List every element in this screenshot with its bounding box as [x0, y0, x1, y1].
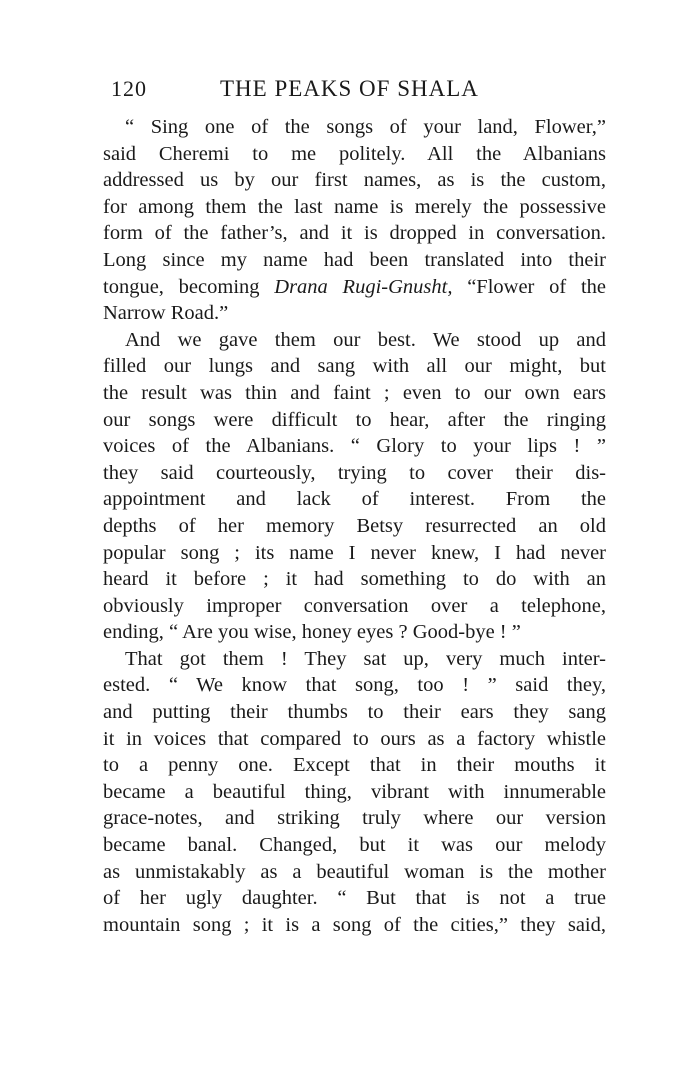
text-line: voices of the Albanians. “ Glory to your lips ! ”: [103, 435, 606, 458]
text-line: popular song ; its name I never knew, I had never: [103, 541, 606, 564]
text-line: Narrow Road.”: [103, 302, 229, 325]
text-line: form of the father’s, and it is dropped in conversation.: [103, 222, 606, 245]
page-header: [103, 76, 606, 108]
text-line: as unmistakably as a beautiful woman is the mother: [103, 860, 606, 883]
text-line: obviously improper conversation over a telephone,: [103, 594, 606, 617]
text-segment: “Flower of the: [452, 275, 606, 298]
text-line: [103, 274, 606, 301]
text-line: said Cheremi to me politely. All the Albanians: [103, 142, 606, 165]
page-number: 120: [111, 76, 147, 101]
text-line: filled our lungs and sang with all our might, but: [103, 355, 606, 378]
text-line: appointment and lack of interest. From the: [103, 488, 606, 511]
running-head: THE PEAKS OF SHALA: [220, 76, 479, 101]
text-line: it in voices that compared to ours as a factory whistle: [103, 727, 606, 750]
text-line: the result was thin and faint ; even to our own ears: [103, 381, 606, 404]
text-line: ested. “ We know that song, too ! ” said they,: [103, 674, 606, 697]
text-line: to a penny one. Except that in their mouths it: [103, 754, 606, 777]
text-line: became a beautiful thing, vibrant with innumerable: [103, 780, 606, 803]
italic-phrase: Drana Rugi-Gnusht,: [274, 275, 453, 298]
text-line: addressed us by our first names, as is the custom,: [103, 169, 606, 192]
text-line: heard it before ; it had something to do with an: [103, 568, 606, 591]
text-line: mountain song ; it is a song of the cities,” they said,: [103, 913, 606, 936]
text-line: for among them the last name is merely the possessive: [103, 195, 606, 218]
text-line: our songs were difficult to hear, after the ringing: [103, 408, 606, 431]
text-line: and putting their thumbs to their ears they sang: [103, 701, 606, 724]
text-line: “ Sing one of the songs of your land, Flower,”: [125, 116, 606, 138]
text-line: Long since my name had been translated into their: [103, 248, 606, 271]
text-line: depths of her memory Betsy resurrected an old: [103, 514, 606, 537]
text-line: That got them ! They sat up, very much inter-: [125, 647, 606, 670]
text-line: grace-notes, and striking truly where our version: [103, 807, 606, 830]
text-line: they said courteously, trying to cover their dis-: [103, 461, 606, 484]
text-line: ending, “ Are you wise, honey eyes ? Good-bye ! ”: [103, 621, 521, 644]
text-line: of her ugly daughter. “ But that is not a true: [103, 887, 606, 910]
text-line: became banal. Changed, but it was our melody: [103, 834, 606, 857]
body-text: [103, 114, 606, 938]
text-line: And we gave them our best. We stood up and: [125, 328, 606, 351]
text-segment: tongue, becoming: [103, 275, 275, 298]
